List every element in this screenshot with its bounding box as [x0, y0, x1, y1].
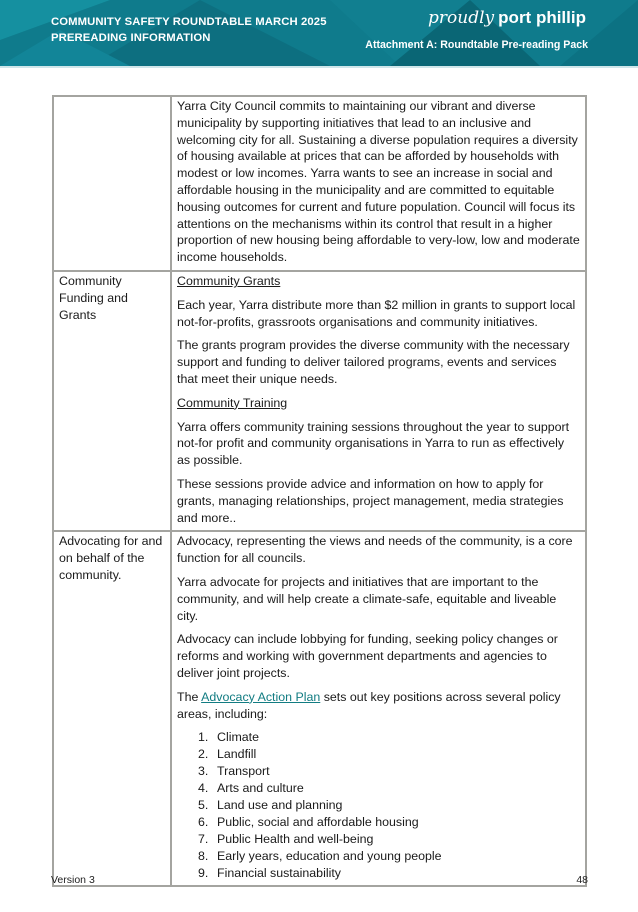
paragraph: The grants program provides the diverse community with the necessary support and funding to deliver tailored programs, events and services that meet their unique needs. [177, 338, 570, 386]
list-item [177, 814, 580, 831]
brand-logo [428, 8, 586, 28]
paragraph: Yarra offers community training sessions throughout the year to support not-for profit and community organisations in Yarra to run as effectively as possible. [177, 419, 570, 468]
row-content [171, 271, 586, 531]
list-number: 6. [198, 814, 209, 829]
list-item [177, 746, 580, 763]
list-number: 4. [198, 781, 209, 796]
list-item [177, 865, 580, 882]
list-item [177, 763, 580, 780]
paragraph-advocacy-plan [177, 689, 580, 723]
row-content [171, 531, 586, 886]
list-item [177, 797, 580, 814]
brand-script-text: proudly [428, 8, 495, 28]
list-number: 3. [198, 764, 209, 779]
plan-prefix: The [177, 689, 202, 704]
list-number: 1. [198, 730, 209, 745]
paragraph: These sessions provide advice and information on how to apply for grants, managing relationships, project management, media strategies and more.. [177, 476, 564, 525]
list-number: 5. [198, 797, 209, 812]
list-text: Landfill [217, 747, 257, 762]
footer-version: Version 3 [51, 874, 95, 886]
list-number: 8. [198, 848, 209, 863]
brand-name: port phillip [498, 8, 586, 27]
list-item [177, 831, 580, 848]
list-text: Financial sustainability [217, 865, 341, 880]
list-text: Arts and culture [217, 781, 304, 796]
list-text: Public, social and affordable housing [217, 814, 419, 829]
list-number: 9. [198, 865, 209, 880]
attachment-label: Attachment A: Roundtable Pre-reading Pack [365, 39, 588, 51]
list-item [177, 848, 580, 865]
list-item [177, 780, 580, 797]
paragraph: Yarra advocate for projects and initiatives that are important to the community, and will help create a climate-safe, equitable and liveable city. [177, 574, 557, 623]
paragraph: Advocacy, representing the views and needs of the community, is a core function for all councils. [177, 534, 573, 566]
table-row [53, 96, 586, 271]
plan-suffix: sets out key positions across several policy areas, including: [177, 689, 561, 721]
list-text: Public Health and well-being [217, 831, 374, 846]
page-number: 48 [576, 874, 588, 886]
document-title-line1: COMMUNITY SAFETY ROUNDTABLE MARCH 2025 [51, 16, 327, 28]
document-title [51, 14, 327, 46]
document-title-line2: PREREADING INFORMATION [51, 32, 211, 44]
page-header [0, 0, 638, 66]
list-number: 2. [198, 747, 209, 762]
row-label: Community Funding and Grants [53, 271, 171, 531]
row-label [53, 96, 171, 271]
content-table [52, 95, 587, 887]
paragraph: Each year, Yarra distribute more than $2 million in grants to support local not-for-profits, grassroots organisations and community initiatives. [177, 297, 576, 329]
section-heading-community-training: Community Training [177, 395, 288, 410]
table-row [53, 271, 586, 531]
row-label: Advocating for and on behalf of the community. [53, 531, 171, 886]
policy-areas-list [177, 729, 580, 881]
paragraph: Yarra City Council commits to maintaining our vibrant and diverse municipality by supporting initiatives that lead to an inclusive and welcoming city for all. Sustaining a diverse population requires a diversity of housing available at prices that can be afforded by households with modest or low incomes. Yarra wants to see an increase in social and affordable housing in the municipality and are committed to equitable housing outcomes for current and future population. Council will focus its attentions on the mechanisms within its control that result in a higher proportion of new housing being affordable to very-low, low and moderate income households. [177, 99, 580, 265]
row-content [171, 96, 586, 271]
list-text: Land use and planning [217, 797, 343, 812]
list-text: Climate [217, 730, 259, 745]
list-text: Transport [217, 764, 270, 779]
header-divider [0, 66, 638, 68]
list-item [177, 729, 580, 746]
section-heading-community-grants: Community Grants [177, 273, 281, 288]
table-row [53, 531, 586, 886]
list-text: Early years, education and young people [217, 848, 442, 863]
paragraph: Advocacy can include lobbying for funding, seeking policy changes or reforms and working with government departments and agencies to deliver joint projects. [177, 632, 558, 680]
list-number: 7. [198, 831, 209, 846]
advocacy-action-plan-link[interactable]: Advocacy Action Plan [201, 689, 321, 704]
